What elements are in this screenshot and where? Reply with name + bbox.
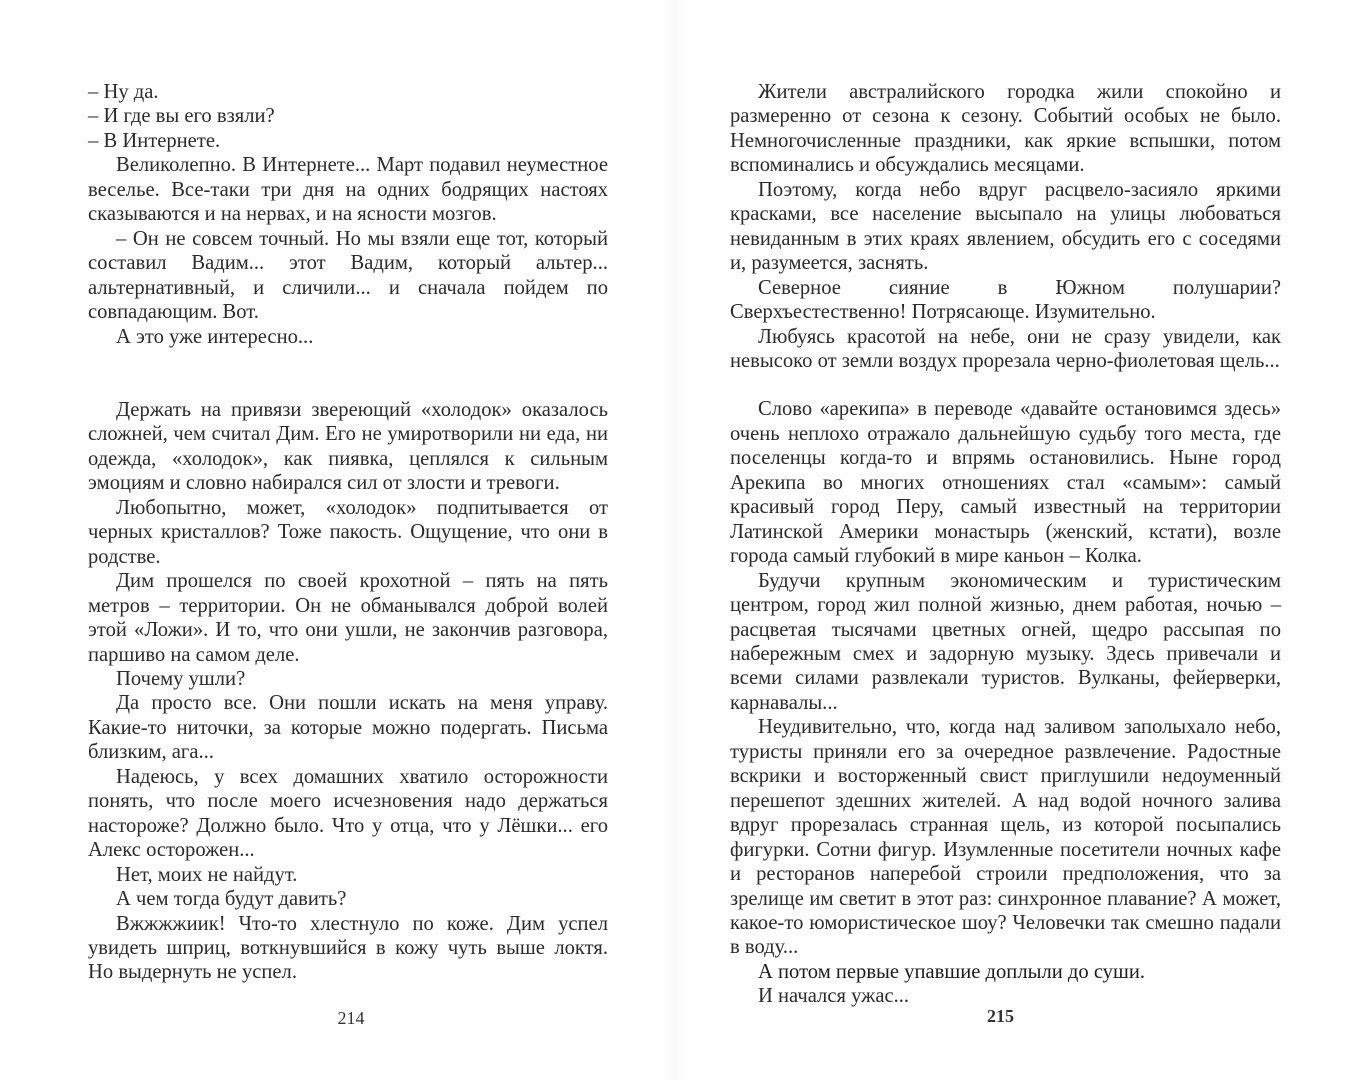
left-page-text	[88, 80, 608, 985]
paragraph: Слово «арекипа» в переводе «давайте остановимся здесь» очень неплохо отражало дальнейшую судьбу того места, где поселенцы когда-то и впрямь остановились. Ныне город Арекипа во многих отношениях стал «самым»: самый красивый город Перу, самый известный на территории Латинской Америки монастырь (женский, кстати), возле города самый глубокий в мире каньон – Колка.	[730, 398, 1281, 568]
paragraph: Дим прошелся по своей крохотной – пять на пять метров – территории. Он не обманывался доброй волей этой «Ложи». И то, что они ушли, не закончив разговора, паршиво на самом деле.	[88, 570, 608, 666]
left-page	[0, 0, 674, 1080]
section-break	[88, 349, 608, 398]
paragraph: Держать на привязи звереющий «холодок» оказалось сложней, чем считал Дим. Его не умиротворили ни еда, ни одежда, «холодок», как пиявка, цеплялся к сильным эмоциям и словно набирался сил от злости и тревоги.	[88, 398, 608, 495]
dialog-line: – В Интернете.	[88, 129, 221, 152]
page-number-right: 215	[987, 1006, 1014, 1026]
paragraph: Северное сияние в Южном полушарии? Сверхъестественно! Потрясающе. Изумительно.	[730, 276, 1281, 324]
section-break	[730, 373, 1281, 397]
paragraph: А это уже интересно...	[116, 325, 314, 348]
paragraph: А потом первые упавшие доплыли до суши.	[758, 960, 1146, 983]
right-page-text	[730, 80, 1281, 1009]
paragraph: Поэтому, когда небо вдруг расцвело-засияло яркими красками, все население высыпало на улицы любоваться невиданным в этих краях явлением, обсудить его с соседями и, разумеется, заснять.	[730, 178, 1281, 275]
paragraph: Жители австралийского городка жили спокойно и размеренно от сезона к сезону. Событий особых не было. Немногочисленные праздники, как яркие вспышки, потом вспоминались и обсуждались месяцами.	[730, 81, 1281, 177]
paragraph: Любопытно, может, «холодок» подпитывается от черных кристаллов? Тоже пакость. Ощущение, что они в родстве.	[88, 496, 608, 568]
paragraph: Да просто все. Они пошли искать на меня управу. Какие-то ниточки, за которые можно подергать. Письма близким, ага...	[88, 692, 608, 764]
page-number-left: 214	[337, 1008, 365, 1028]
paragraph: А чем тогда будут давить?	[116, 888, 347, 911]
paragraph: Будучи крупным экономическим и туристическим центром, город жил полной жизнью, днем работая, ночью – расцветая тысячами цветных огней, щедро рассыпая по набережным смех и задорную музыку. Здесь привечали и всеми силами развлекали туристов. Вулканы, фейерверки, карнавалы...	[730, 569, 1281, 714]
paragraph: Почему ушли?	[116, 667, 246, 690]
right-page	[674, 0, 1349, 1080]
paragraph: Надеюсь, у всех домашних хватило осторожности понять, что после моего исчезновения надо держаться настороже? Должно было. Что у отца, что у Лёшки... его Алекс осторожен...	[88, 765, 608, 862]
paragraph: – Он не совсем точный. Но мы взяли еще тот, который составил Вадим... этот Вадим, который альтер... альтернативный, и сличили... и сначала пойдем по совпадающим. Вот.	[88, 227, 608, 324]
paragraph: Нет, моих не найдут.	[116, 863, 298, 886]
paragraph: И начался ужас...	[758, 985, 910, 1008]
paragraph: Любуясь красотой на небе, они не сразу увидели, как невысоко от земли воздух прорезала черно-фиолетовая щель...	[730, 325, 1281, 372]
paragraph: Вжжжжиик! Что-то хлестнуло по коже. Дим успел увидеть шприц, воткнувшийся в кожу чуть выше локтя. Но выдернуть не успел.	[88, 912, 608, 984]
paragraph: Великолепно. В Интернете... Март подавил неуместное веселье. Все-таки три дня на одних бодрящих настоях сказываются и на нервах, и на ясности мозгов.	[88, 154, 608, 226]
paragraph: Неудивительно, что, когда над заливом заполыхало небо, туристы приняли его за очередное развлечение. Радостные вскрики и восторженный свист приглушили недоуменный перешепот здешних жителей. А над водой ночного залива вдруг прорезалась странная щель, из которой посыпались фигурки. Сотни фигур. Изумленные посетители ночных кафе и ресторанов наперебой строили предположения, что за зрелище им светит в этот раз: синхронное плавание? А может, какое-то юмористическое шоу? Человечки так смешно падали в воду...	[730, 716, 1281, 959]
dialog-line: – Ну да.	[88, 81, 159, 103]
dialog-line: – И где вы его взяли?	[88, 105, 275, 128]
